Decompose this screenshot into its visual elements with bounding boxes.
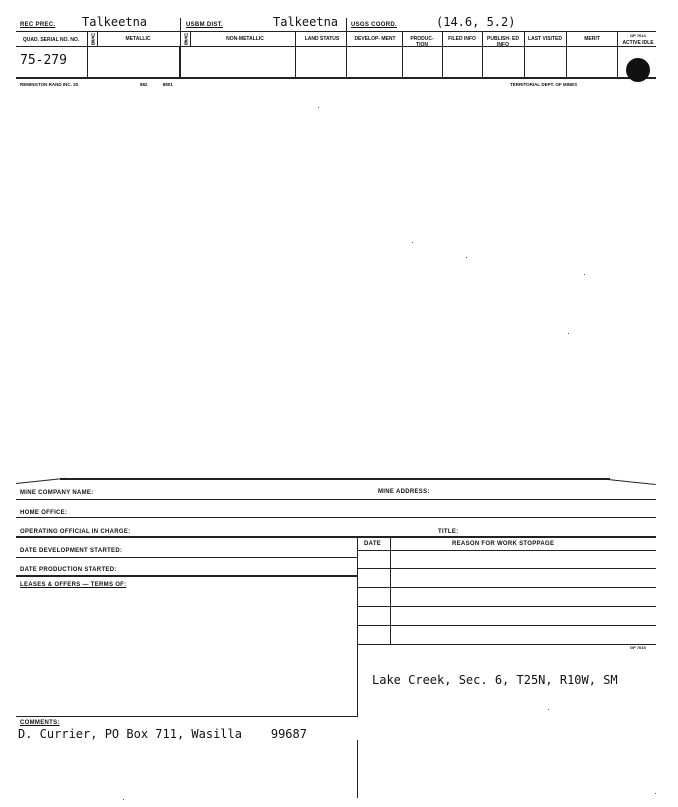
reason-column-header: REASON FOR WORK STOPPAGE [452,541,555,547]
speck [655,793,656,794]
speck [584,274,585,275]
footer-right: TERRITORIAL DEPT. OF MINES [510,82,578,87]
col-production: PRODUC- TION [410,36,434,48]
col-divider [402,31,403,77]
table-row-line [357,568,656,569]
speck [123,799,124,800]
col-divider [617,31,618,77]
col-divider [524,31,525,77]
col-divider [190,31,191,46]
row-line [16,557,358,558]
col-divider [87,31,88,77]
comments-label: COMMENTS: [20,720,60,726]
table-row-line [357,606,656,607]
table-row-line [357,550,656,551]
col-divider [295,31,296,77]
rec-prec-label: REC PREC. [20,22,56,28]
col-divider [566,31,567,77]
comments-top-line [16,716,358,717]
col-last-visited: LAST VISITED [528,36,562,42]
col-land-status: LAND STATUS [304,36,340,42]
speck [548,709,549,710]
punched-hole-icon [626,58,650,82]
row-line [16,517,656,518]
usbm-dist-value: Talkeetna [273,15,339,29]
footer-left: REMINGTON RAND INC. 20 [20,82,79,87]
center-divider [357,536,358,716]
title-label: TITLE: [438,529,459,535]
row-line [16,499,656,500]
col-quad-serial: QUAD. SERIAL NO. NO. [22,37,80,43]
table-row-line [357,644,656,645]
row-line [16,575,358,577]
col-usbm-nonmetallic: U S B [184,33,188,47]
leases-label: LEASES & OFFERS — TERMS OF: [20,582,127,588]
col-development: DEVELOP- MENT [354,36,396,42]
usgs-coord-label: USGS COORD. [351,22,397,28]
header-row-bottom-line [16,46,656,47]
col-divider [179,46,180,77]
divider-2 [346,18,347,77]
col-divider [97,31,98,46]
form-number-top: GP 7014 [630,33,646,38]
col-metallic: METALLIC [125,36,151,42]
speck [466,257,467,258]
comments-value: D. Currier, PO Box 711, Wasilla 99687 [18,727,307,741]
top-row-bottom-line [16,31,656,32]
card-curve-right [608,479,656,485]
col-usbm-metallic: U S B [91,33,95,47]
speck [318,107,319,108]
date-col-divider [390,536,391,644]
col-divider [442,31,443,77]
date-production-label: DATE PRODUCTION STARTED: [20,567,117,573]
home-office-label: HOME OFFICE: [20,510,68,516]
location-value: Lake Creek, Sec. 6, T25N, R10W, SM [372,673,618,687]
divider-1 [180,18,181,77]
col-published-info: PUBLISH- ED INFO [487,36,519,48]
rec-prec-value: Talkeetna [82,15,148,29]
center-divider-lower [357,740,358,798]
usbm-dist-label: USBM DIST. [186,22,224,28]
col-divider [482,31,483,77]
table-row-line [357,625,656,626]
card-curve-left [16,478,66,484]
serial-value: 75-279 [20,53,67,68]
date-column-header: DATE [364,541,382,547]
operating-official-label: OPERATING OFFICIAL IN CHARGE: [20,529,131,535]
row-line [16,536,656,538]
data-row-bottom-line [16,77,656,79]
mine-address-label: MINE ADDRESS: [378,489,430,495]
table-row-line [357,587,656,588]
col-filed-info: FILED INFO [448,36,476,42]
mine-company-name-label: MINE COMPANY NAME: [20,490,94,496]
col-active-idle: ACTIVE IDLE [622,40,654,46]
speck [568,333,569,334]
col-merit: MERIT [584,36,600,42]
date-development-label: DATE DEVELOPMENT STARTED: [20,548,123,554]
footer-codes: 882 8801 [140,82,173,87]
form-number-bottom: GP 7015 [630,645,646,650]
speck [412,242,413,243]
usgs-coord-value: (14.6, 5.2) [436,15,516,29]
card-top-edge [60,478,610,480]
col-nonmetallic: NON-METALLIC [226,36,264,42]
